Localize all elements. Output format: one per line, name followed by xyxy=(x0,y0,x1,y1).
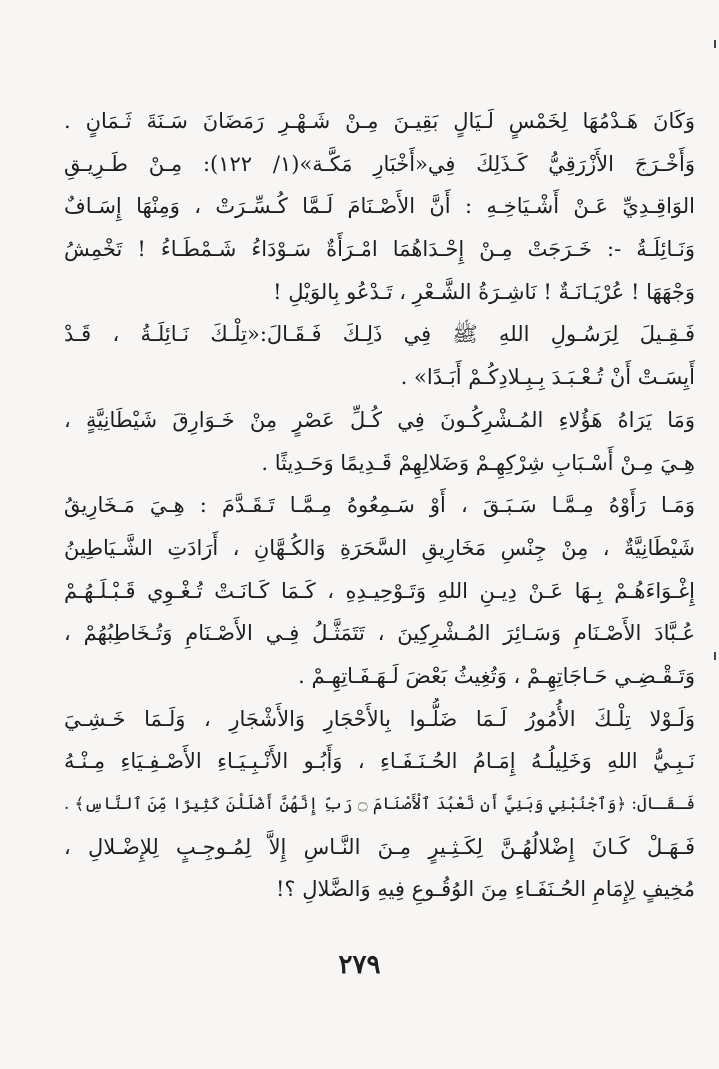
text-line: وَتَـقْـضِـي حَـاجَاتِهِـمْ ، وَتُغِيثُ بَعْضَ لَـهَـفَـاتِهِـمْ . xyxy=(298,663,695,688)
text-line: وَكَانَ هَـدْمُهَا لِخَمْسٍ لَـيَالٍ بَقِيـنَ مِـنْ شَـهْـرِ رَمَضَانَ سَـنَةَ ثَـمَانٍ . xyxy=(64,109,695,133)
text-line: الوَاقِـدِيِّ عَـنْ أَشْـيَاخِـهِ : أَنَّ الأَصْـنَامَ لَـمَّا كُـسِّـرَتْ ، وَمِنْهَا إِسَـافٌ xyxy=(64,194,695,219)
text-line: عُـبَّادَ الأَصْـنَامِ وَسَـائِرَ المُـشْرِكِينَ ، تَتَمَثَّـلُ فِـي الأَصْـنَامِ وَتُـخَاطِبُهُمْ ، xyxy=(64,621,695,646)
body-text xyxy=(64,100,695,911)
text-line: فَـقِـيلَ لِرَسُـولِ اللهِ ﷺ فِي ذَلِـكَ فَـقَـالَ:«تِلْـكَ نَـائِلَـةُ ، قَـدْ xyxy=(64,322,695,347)
text-line: وَمَا يَرَاهُ هَؤُلاءِ المُـشْرِكُـونَ فِي كُـلِّ عَصْرٍ مِنْ خَـوَارِقَ شَيْطَانِيَّةٍ ، xyxy=(64,407,695,432)
text-line: إِغْـوَاءَهُـمْ بِـهَا عَـنْ دِيـنِ اللهِ وَتَـوْحِيـدِهِ ، كَـمَا كَـانَـتْ تُـغْـوِي قَـبْـلَـهُـمْ xyxy=(64,578,695,603)
text-line: فَـهَـلْ كَـانَ إِضْلالُهُـنَّ لِكَـثِـيرٍ مِـنَ النَّـاسِ إِلاَّ لِمُـوجِـبٍ لِلإِضْـلالِ ، xyxy=(64,834,695,859)
text-line: وَمَـا رَأَوْهُ مِـمَّـا سَـبَـقَ ، أَوْ سَـمِعُوهُ مِـمَّـا تَـقَـدَّمَ : هِـيَ مَـخَارِيقُ xyxy=(64,493,695,518)
page-number: ٢٧٩ xyxy=(338,950,381,980)
page-edge-mark xyxy=(714,652,716,660)
text-line: وَلَـوْلا تِلْـكَ الأُمُورُ لَـمَا ضَلُّـوا بِالأَحْجَارِ وَالأَشْجَارِ ، وَلَـمَا خَـشِـيَ xyxy=(64,706,695,731)
text-line: هِـيَ مِـنْ أَسْـبَابِ شِرْكِهِـمْ وَضَلالِهِمْ قَـدِيمًا وَحَـدِيثًا . xyxy=(261,450,695,475)
text-line: أَيِسَـتْ أَنْ تُـعْـبَـدَ بِـبِـلادِكُـمْ أَبَـدًا» . xyxy=(400,365,695,390)
text-line: شَيْطَانِيَّةٌ ، مِنْ جِنْسِ مَخَارِيقِ السَّحَرَةِ وَالكُـهَّانِ ، أَرَادَتِ الشَّـيَاطِينُ xyxy=(64,535,695,560)
text-line: نَـبِـيُّ اللهِ وَخَلِيلُـهُ إِمَـامُ الحُـنَـفَـاءِ ، وَأَبُـو الأَنْـبِـيَـاءِ الأَصْـفِـيَاءِ مِـنْـهُ xyxy=(64,749,695,774)
text-line: وَنَـائِلَـةُ -: خَـرَجَتْ مِـنْ إِحْـدَاهُمَا امْـرَأَةٌ سَـوْدَاءُ شَـمْطَـاءُ ! تَخْمِشُ xyxy=(64,237,695,262)
page-edge-mark xyxy=(714,40,716,48)
text-line: وَأَخْـرَجَ الأَزْرَقِيُّ كَـذَلِكَ فِي«أَخْبَارِ مَكَّـة»(١/ ١٢٢): مِـنْ طَـرِيـقِ xyxy=(64,151,695,176)
quran-verse-line: فَـقَـالَ: ﴿وَٱجْنُبْنِي وَبَنِيَّ أَن نَّعْبُدَ ٱلْأَصْنَامَ ۝ رَبِّ إِنَّهُنَّ أَضْلَلْنَ كَثِيرًا مِّنَ ٱلنَّاسِ﴾ . xyxy=(64,794,695,813)
text-line: مُخِيفٍ لِإِمَامِ الحُـنَفَـاءِ مِنَ الوُقُـوعِ فِيهِ وَالضَّلالِ ؟! xyxy=(275,877,695,902)
text-line: وَجْهَهَا ! عُرْيَـانَـةٌ ! نَاشِـرَةُ الشَّـعْرِ ، تَـدْعُو بِالوَيْلِ ! xyxy=(273,279,695,304)
